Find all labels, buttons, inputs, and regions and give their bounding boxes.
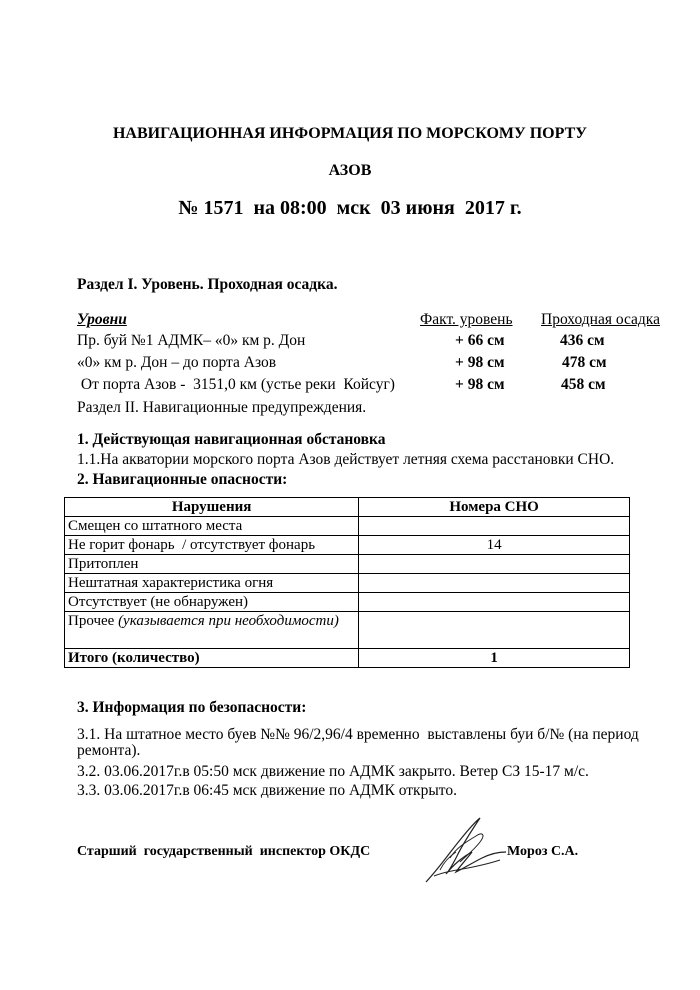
level-row-fact: + 66 см xyxy=(455,332,505,349)
levels-column-header: Уровни xyxy=(77,311,127,328)
other-label: Прочее xyxy=(68,613,115,629)
safety-item-3: 3.3. 03.06.2017г.в 06:45 мск движение по АДМК открыто. xyxy=(77,782,457,799)
sno-number-cell xyxy=(359,574,630,593)
sno-number-cell: 14 xyxy=(359,536,630,555)
table-row xyxy=(65,612,630,649)
sno-number-cell xyxy=(359,612,630,649)
level-row-name: Пр. буй №1 АДМК– «0» км р. Дон xyxy=(77,332,306,349)
level-row-name: «0» км р. Дон – до порта Азов xyxy=(77,354,277,371)
level-row-name: От порта Азов - 3151,0 км (устье реки Койсуг) xyxy=(77,376,395,393)
handwritten-signature xyxy=(420,812,510,892)
passing-draft-column-header: Проходная осадка xyxy=(541,311,660,328)
fact-level-column-header: Факт. уровень xyxy=(420,311,513,328)
current-situation-heading: 1. Действующая навигационная обстановка xyxy=(77,431,386,448)
table-header-row xyxy=(65,498,630,517)
signatory-position: Старший государственный инспектор ОКДС xyxy=(77,844,371,859)
violation-label: Отсутствует (не обнаружен) xyxy=(65,593,359,612)
other-note: (указывается при необходимости) xyxy=(118,613,339,629)
document-title: НАВИГАЦИОННАЯ ИНФОРМАЦИЯ ПО МОРСКОМУ ПОРТУ xyxy=(112,125,587,142)
safety-item-2: 3.2. 03.06.2017г.в 05:50 мск движение по АДМК закрыто. Ветер СЗ 15-17 м/с. xyxy=(77,763,589,780)
violation-label: Притоплен xyxy=(65,555,359,574)
table-row xyxy=(65,517,630,536)
signatory-name: Мороз С.А. xyxy=(507,844,579,859)
table-row xyxy=(65,574,630,593)
violations-column-header: Нарушения xyxy=(65,498,359,517)
table-row xyxy=(65,593,630,612)
level-row-draft: 478 см xyxy=(562,354,607,371)
bulletin-number: № 1571 на 08:00 мск 03 июня 2017 г. xyxy=(178,197,522,219)
level-row-fact: + 98 см xyxy=(455,354,505,371)
total-value: 1 xyxy=(359,649,630,668)
sno-number-cell xyxy=(359,555,630,574)
violation-label: Смещен со штатного места xyxy=(65,517,359,536)
level-row-draft: 436 см xyxy=(560,332,605,349)
violation-label-other xyxy=(65,612,359,649)
hazards-table xyxy=(64,497,630,668)
level-row-draft: 458 см xyxy=(561,376,606,393)
section2-heading: Раздел II. Навигационные предупреждения. xyxy=(77,399,367,416)
document-title-port: АЗОВ xyxy=(328,162,372,179)
current-situation-text: 1.1.На акватории морского порта Азов действует летняя схема расстановки СНО. xyxy=(77,451,615,468)
total-row xyxy=(65,649,630,668)
safety-item-1-continued: ремонта). xyxy=(77,742,141,759)
safety-item-1: 3.1. На штатное место буев №№ 96/2,96/4 временно выставлены буи б/№ (на период xyxy=(77,726,639,743)
violation-label: Нештатная характеристика огня xyxy=(65,574,359,593)
hazards-heading: 2. Навигационные опасности: xyxy=(77,471,288,488)
table-row xyxy=(65,536,630,555)
sno-number-cell xyxy=(359,593,630,612)
level-row-fact: + 98 см xyxy=(455,376,505,393)
safety-info-heading: 3. Информация по безопасности: xyxy=(77,699,307,716)
violation-label: Не горит фонарь / отсутствует фонарь xyxy=(65,536,359,555)
sno-number-cell xyxy=(359,517,630,536)
sno-numbers-column-header: Номера СНО xyxy=(359,498,630,517)
section1-heading: Раздел I. Уровень. Проходная осадка. xyxy=(77,276,338,293)
total-label: Итого (количество) xyxy=(65,649,359,668)
table-row xyxy=(65,555,630,574)
